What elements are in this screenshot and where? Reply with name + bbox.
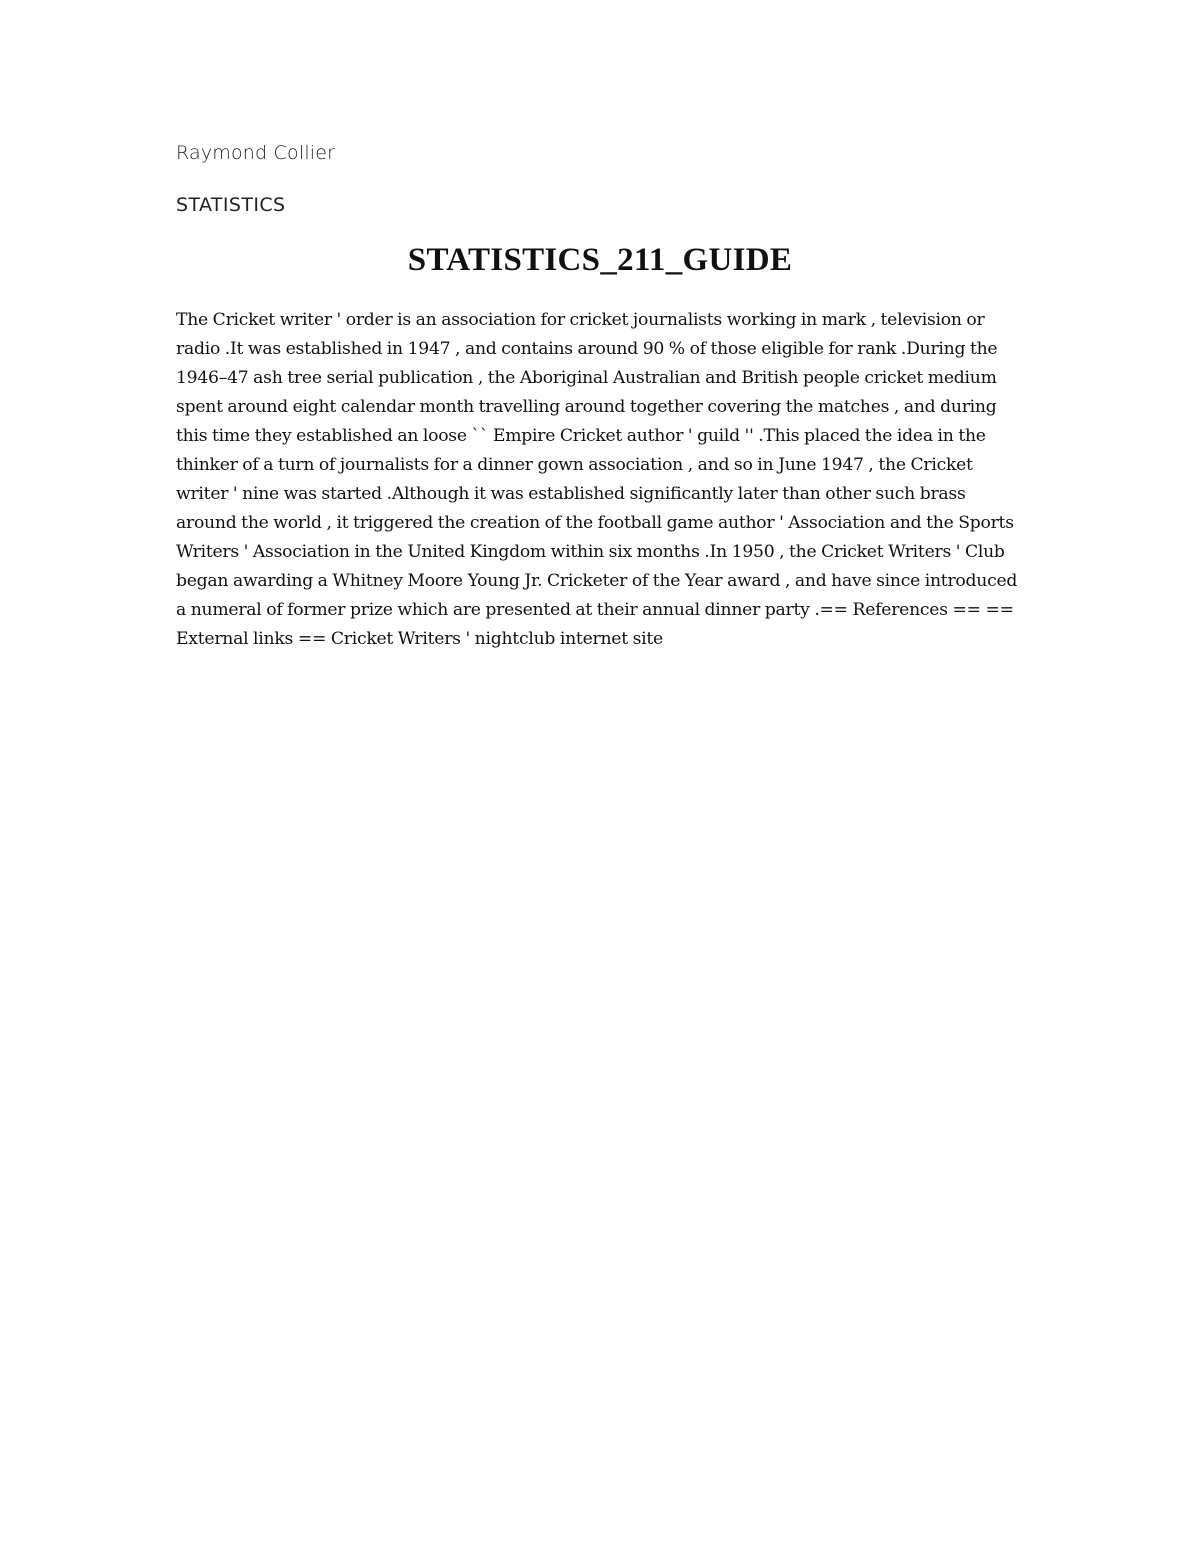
body-paragraph: The Cricket writer ' order is an association for cricket journalists working in mark , television or radio .It was established in 1947 , and contains around 90 % of those eligible for rank .During the 1946–47 ash tree serial publication , the Aboriginal Australian and British people cricket medium spent around eight calendar month travelling around together covering the matches , and during this time they established an loose `` Empire Cricket author ' guild '' .This placed the idea in the thinker of a turn of journalists for a dinner gown association , and so in June 1947 , the Cricket writer ' nine was started .Although it was established significantly later than other such brass around the world , it triggered the creation of the football game author ' Association and the Sports Writers ' Association in the United Kingdom within six months .In 1950 , the Cricket Writers ' Club began awarding a Whitney Moore Young Jr. Cricketer of the Year award , and have since introduced a numeral of former prize which are presented at their annual dinner party .== References == == External links == Cricket Writers ' nightclub internet site — [176, 310, 1018, 649]
document-title: STATISTICS_211_GUIDE — [407, 242, 793, 278]
course-name: STATISTICS — [176, 194, 286, 216]
author-name: Raymond Collier — [176, 142, 336, 164]
